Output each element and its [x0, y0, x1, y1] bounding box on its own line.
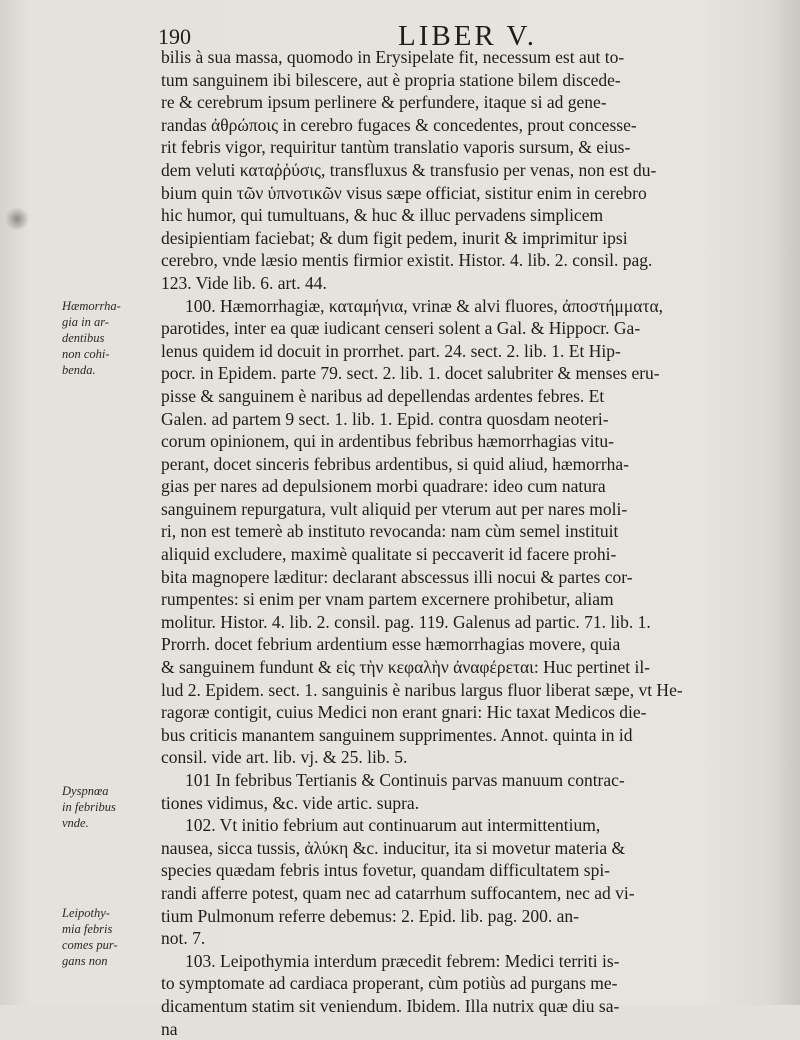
text-line: molitur. Histor. 4. lib. 2. consil. pag. 119. Galenus ad partic. 71. lib. 1. — [161, 611, 651, 632]
text-line: aliquid excludere, maximè qualitate si peccaverit id facere prohi- — [161, 544, 617, 565]
text-line: 103. Leipothymia interdum præcedit febrem: Medici territi is- — [185, 950, 620, 971]
text-line: bus criticis manantem sanguinem supprimentes. Annot. quinta in id — [161, 724, 633, 745]
text-line: sanguinem repurgatura, vult aliquid per vterum aut per nares moli- — [161, 498, 628, 519]
text-line: perant, docet sinceris febribus ardentibus, si quid aliud, hæmorrha- — [161, 453, 630, 474]
margin-note-leipothymia — [62, 905, 154, 969]
text-line: consil. vide art. lib. vj. & 25. lib. 5. — [161, 747, 408, 768]
text-line: desipientiam faciebat; & dum figit pedem, inurit & imprimitur ipsi — [161, 227, 628, 248]
text-line: & sanguinem fundunt & εἰς τὴν κεφαλὴν ἀναφέρεται: Huc pertinet il- — [161, 657, 651, 678]
body-text — [161, 46, 781, 1040]
text-line: ri, non est temerè ab instituto revocanda: nam cùm semel instituit — [161, 521, 619, 542]
margin-note-haemorrhagia — [62, 298, 154, 378]
ink-smudge — [4, 208, 30, 230]
margin-note-line: dentibus — [62, 331, 105, 345]
text-line: rit febris vigor, requiritur tantùm translatio vaporis sursum, & eius- — [161, 137, 631, 158]
text-line: tiones vidimus, &c. vide artic. supra. — [161, 792, 420, 813]
text-line: cerebro, vnde læsio mentis firmior existit. Histor. 4. lib. 2. consil. pag. — [161, 250, 653, 271]
margin-note-line: mia febris — [62, 922, 113, 936]
text-line: parotides, inter ea quæ iudicant censeri solent a Gal. & Hippocr. Ga- — [161, 318, 641, 339]
margin-note-line: gans non — [62, 954, 108, 968]
text-line: bilis à sua massa, quomodo in Erysipelate fit, necessum est aut to- — [161, 47, 625, 67]
text-line: Galen. ad partem 9 sect. 1. lib. 1. Epid. contra quosdam neoteri- — [161, 408, 609, 429]
text-line: to symptomate ad cardiaca properant, cùm potiùs ad purgans me- — [161, 973, 618, 994]
margin-note-line: in febribus — [62, 800, 116, 814]
text-line: ragoræ contigit, cuius Medici non erant gnari: Hic taxat Medicos die- — [161, 702, 647, 723]
text-line: randas ἀθρώποις in cerebro fugaces & concedentes, prout concesse- — [161, 114, 637, 135]
text-line: not. 7. — [161, 928, 206, 949]
margin-note-line: comes pur- — [62, 938, 118, 952]
margin-note-line: Dyspnœa — [62, 784, 109, 798]
margin-note-line: Leipothy- — [62, 906, 110, 920]
text-line: re & cerebrum ipsum perlinere & perfundere, itaque si ad gene- — [161, 92, 607, 113]
text-line: rumpentes: si enim per vnam partem excernere prohibetur, aliam — [161, 589, 614, 610]
text-line: dicamentum statim sit veniendum. Ibidem. Illa nutrix quæ diu sa- — [161, 995, 620, 1016]
page-number: 190 — [158, 24, 191, 49]
text-line: lud 2. Epidem. sect. 1. sanguinis è naribus largus fluor liberat sæpe, vt He- — [161, 679, 683, 700]
text-line: 123. Vide lib. 6. art. 44. — [161, 272, 327, 293]
text-line: lenus quidem id docuit in prorrhet. part. 24. sect. 2. lib. 1. Et Hip- — [161, 340, 621, 361]
margin-note-line: non cohi- — [62, 347, 110, 361]
text-line: pocr. in Epidem. parte 79. sect. 2. lib. 1. docet salubriter & menses eru- — [161, 363, 660, 384]
text-line: species quædam febris intus fovetur, quandam difficultatem spi- — [161, 860, 611, 881]
text-line: 101 In febribus Tertianis & Continuis parvas manuum contrac- — [185, 770, 625, 790]
text-line: tium Pulmonum referre debemus: 2. Epid. lib. pag. 200. an- — [161, 905, 579, 926]
text-line: hic humor, qui tumultuans, & huc & illuc pervadens simplicem — [161, 205, 604, 226]
margin-note-dyspnoea — [62, 783, 154, 831]
text-line: dem veluti καταῤῥύσις, transfluxus & transfusio per venas, non est du- — [161, 159, 657, 180]
text-line: randi afferre potest, quam nec ad catarrhum suffocantem, nec ad vi- — [161, 882, 635, 903]
text-line: bium quin τῶν ὑπνοτικῶν visus sæpe officiat, sistitur enim in cerebro — [161, 182, 647, 203]
text-line: Prorrh. docet febrium ardentium esse hæmorrhagias movere, quia — [161, 634, 621, 655]
text-line: tum sanguinem ibi bilescere, aut è propria statione bilem discede- — [161, 69, 621, 90]
margin-note-line: gia in ar- — [62, 315, 109, 329]
text-line: na — [161, 1018, 178, 1039]
running-head: LIBER V. — [398, 20, 537, 52]
text-line: 100. Hæmorrhagiæ, καταμήνια, vrinæ & alvi fluores, ἀποστήμματα, — [185, 295, 664, 316]
text-line: bita magnopere læditur: declarant abscessus illi nocui & partes cor- — [161, 566, 633, 587]
margin-note-line: vnde. — [62, 816, 89, 830]
text-line: corum opinionem, qui in ardentibus febribus hæmorrhagias vitu- — [161, 431, 614, 452]
text-line: nausea, sicca tussis, ἀλύκη &c. inducitur, ita si movetur materia & — [161, 837, 626, 858]
text-line: gias per nares ad depulsionem morbi quadrare: ideo cum natura — [161, 476, 606, 497]
text-line: 102. Vt initio febrium aut continuarum aut intermittentium, — [185, 815, 601, 836]
page-edge-shadow — [772, 0, 800, 1005]
text-line: pisse & sanguinem è naribus ad depellendas ardentes febres. Et — [161, 385, 605, 406]
margin-note-line: Hæmorrha- — [62, 299, 121, 313]
margin-note-line: benda. — [62, 363, 96, 377]
